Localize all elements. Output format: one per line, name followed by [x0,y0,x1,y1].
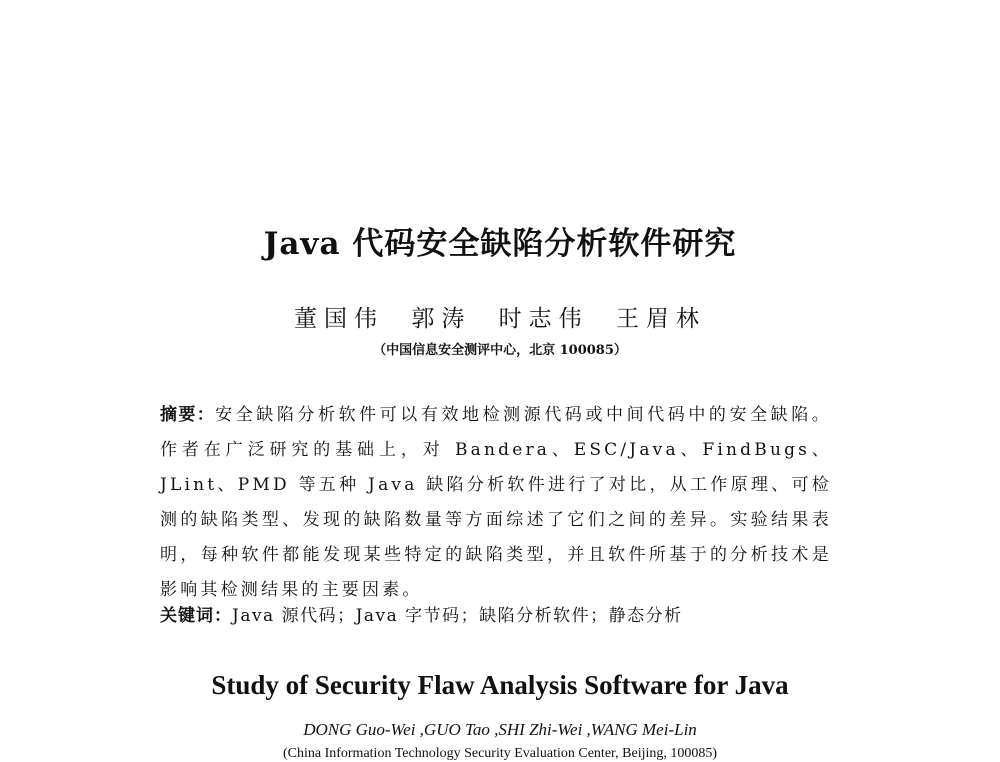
author-name: 董国伟 [294,306,385,332]
english-author-list: DONG Guo-Wei ,GUO Tao ,SHI Zhi-Wei ,WANG Mei-Lin [303,720,697,739]
english-affiliation: (China Information Technology Security Evaluation Center, Beijing, 100085) [282,746,718,761]
chinese-affiliation: （中国信息安全测评中心，北京 100085） [373,343,627,358]
english-title: Study of Security Flaw Analysis Software for Java [211,670,789,700]
chinese-keywords [160,601,832,626]
chinese-abstract [160,398,832,608]
chinese-title: Java 代码安全缺陷分析软件研究 [263,226,737,262]
abstract-label: 摘要： [160,405,216,425]
author-name: 时志伟 [498,306,589,332]
keywords-label: 关键词： [160,606,232,626]
keywords-text: Java 源代码；Java 字节码；缺陷分析软件；静态分析 [232,606,683,626]
author-name: 王眉林 [615,306,706,332]
abstract-text: 安全缺陷分析软件可以有效地检测源代码或中间代码中的安全缺陷。作者在广泛研究的基础上，对 Bandera、ESC/Java、FindBugs、JLint、PMD 等五种 Java 缺陷分析软件进行了对比，从工作原理、可检测的缺陷类型、发现的缺陷数量等方面综述了它们之间的差异。实验结果表明，每种软件都能发现某些特定的缺陷类型，并且软件所基于的分析技术是影响其检测结果的主要因素。 [160,405,832,600]
chinese-author-list [0,300,1000,333]
author-name: 郭涛 [411,306,472,332]
